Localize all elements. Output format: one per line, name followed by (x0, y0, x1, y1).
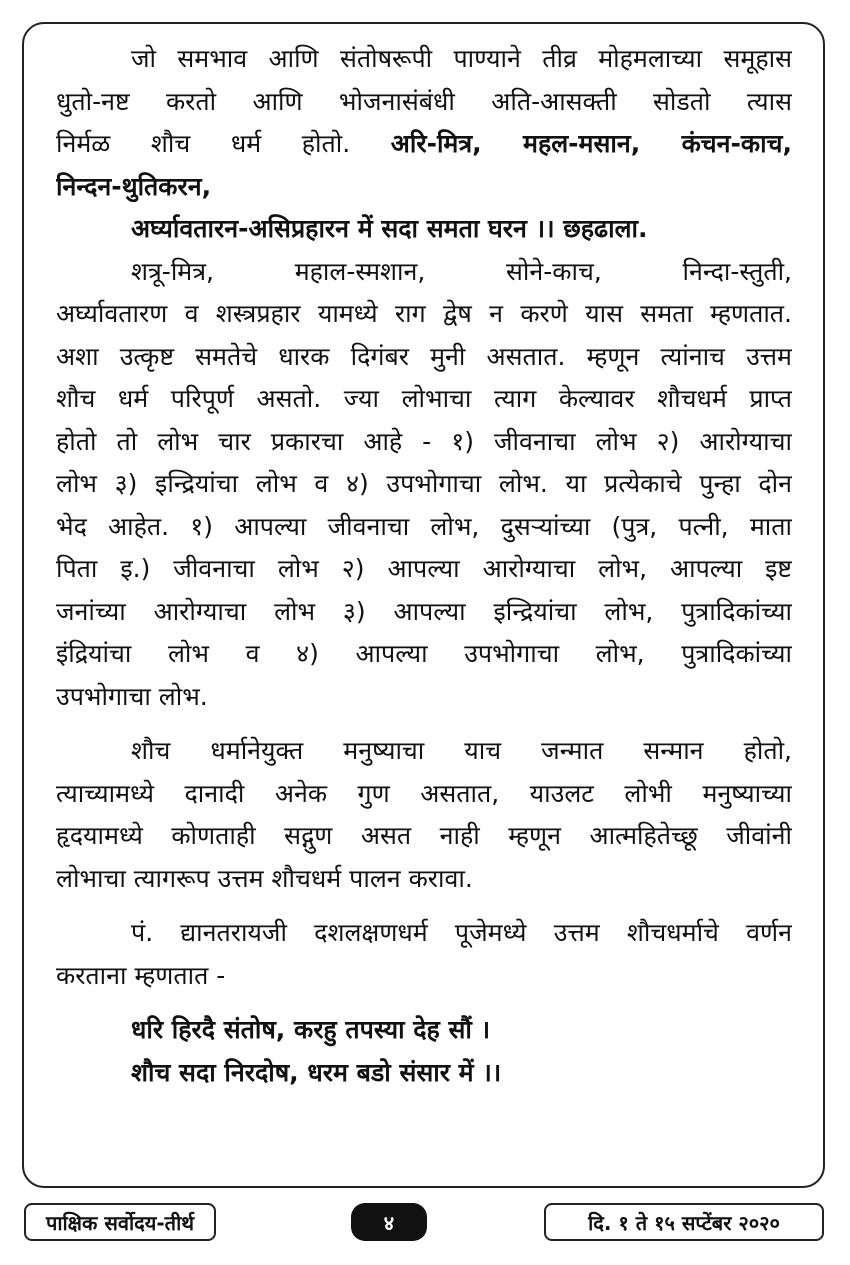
text-line: अर्घ्यावतारण व शस्त्रप्रहार यामध्ये राग द्वेष न करणे यास समता म्हणतात. (56, 299, 792, 328)
text-line (56, 123, 792, 166)
text-line: करताना म्हणतात - (56, 960, 226, 990)
text-line: पं. द्यानतरायजी दशलक्षणधर्म पूजेमध्ये उत्तम शौचधर्माचे वर्णन (131, 918, 792, 947)
text-line: लोभ ३) इन्द्रियांचा लोभ व ४) उपभोगाचा लोभ. या प्रत्येकाचे पुन्हा दोन (56, 469, 792, 498)
text-line: धुतो-नष्ट करतो आणि भोजनासंबंधी अति-आसक्ती सोडतो त्यास (56, 86, 792, 116)
page-number: ४ (351, 1203, 427, 1241)
text-line: लोभाचा त्यागरूप उत्तम शौचधर्म पालन करावा. (56, 863, 473, 893)
text-line: जो समभाव आणि संतोषरूपी पाण्याने तीव्र मोहमलाच्या समूहास (131, 44, 792, 73)
quote-span: अरि-मित्र, महल-मसान, कंचन-काच, (390, 129, 792, 158)
text-line: शौच धर्म परिपूर्ण असतो. ज्या लोभाचा त्याग केल्यावर शौचधर्म प्राप्त (56, 384, 792, 413)
text-line: अशा उत्कृष्ट समतेचे धारक दिगंबर मुनी असतात. म्हणून त्यांनाच उत्तम (56, 341, 792, 371)
quote-line: अर्घ्यावतारन-असिप्रहारन में सदा समता घरन ।। छहढाला. (131, 214, 648, 243)
publication-name: पाक्षिक सर्वोदय-तीर्थ (24, 1203, 216, 1241)
verse-line: धरि हिरदै संतोष, करहु तपस्या देह सौं । (131, 1015, 491, 1044)
issue-date: दि. १ ते १५ सप्टेंबर २०२० (544, 1203, 824, 1241)
text-line: हृदयामध्ये कोणताही सद्गुण असत नाही म्हणून आत्महितेच्छू जीवांनी (56, 821, 792, 850)
text-line: पिता इ.) जीवनाचा लोभ २) आपल्या आरोग्याचा लोभ, आपल्या इष्ट (56, 554, 792, 583)
verse-line: शौच सदा निरदोष, धरम बडो संसार में ।। (131, 1057, 502, 1087)
text-line: उपभोगाचा लोभ. (56, 681, 208, 711)
text-line: होतो तो लोभ चार प्रकारचा आहे - १) जीवनाचा लोभ २) आरोग्याचा (56, 426, 792, 456)
text-span: निर्मळ शौच धर्म होतो. (56, 129, 351, 158)
text-line: इंद्रियांचा लोभ व ४) आपल्या उपभोगाचा लोभ, पुत्रादिकांच्या (56, 639, 792, 668)
text-line: भेद आहेत. १) आपल्या जीवनाचा लोभ, दुसऱ्यांच्या (पुत्र, पत्नी, माता (56, 511, 792, 541)
text-line: जनांच्या आरोग्याचा लोभ ३) आपल्या इन्द्रियांचा लोभ, पुत्रादिकांच्या (56, 596, 792, 626)
text-line: शौच धर्मानेयुक्त मनुष्याचा याच जन्मात सन्मान होतो, (131, 736, 792, 765)
text-line: त्याच्यामध्ये दानादी अनेक गुण असतात, याउलट लोभी मनुष्याच्या (56, 778, 792, 808)
quote-line: निन्दन-थुतिकरन, (56, 171, 212, 201)
article-body (56, 38, 792, 1094)
text-line: शत्रू-मित्र, महाल-स्मशान, सोने-काच, निन्दा-स्तुती, (131, 256, 792, 286)
